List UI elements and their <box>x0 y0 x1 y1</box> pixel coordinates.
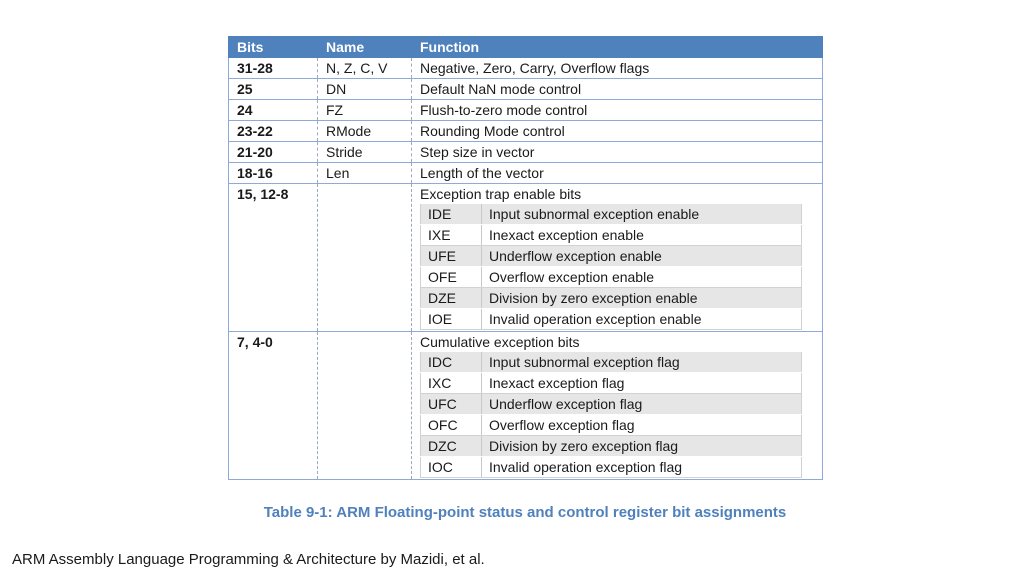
bits-cell: 21-20 <box>229 142 318 163</box>
bits-cell: 18-16 <box>229 163 318 184</box>
subtable-row <box>421 415 802 436</box>
subtable-desc: Invalid operation exception flag <box>482 457 802 478</box>
subtable-desc: Underflow exception enable <box>482 246 802 267</box>
subtable-desc: Underflow exception flag <box>482 394 802 415</box>
register-bit-table <box>228 36 823 480</box>
bits-cell: 31-28 <box>229 58 318 79</box>
header-name: Name <box>318 37 412 58</box>
subtable-desc: Input subnormal exception flag <box>482 352 802 373</box>
bits-cell: 15, 12-8 <box>229 184 318 332</box>
bits-cell: 23-22 <box>229 121 318 142</box>
function-cell: Step size in vector <box>412 142 823 163</box>
subtable-code: IDE <box>421 204 482 225</box>
header-bits: Bits <box>229 37 318 58</box>
trap-enable-title: Exception trap enable bits <box>420 186 582 202</box>
subtable-row <box>421 457 802 478</box>
cumulative-subtable <box>420 352 802 478</box>
subtable-code: DZC <box>421 436 482 457</box>
table-row <box>229 79 823 100</box>
subtable-desc: Division by zero exception enable <box>482 288 802 309</box>
bits-cell: 25 <box>229 79 318 100</box>
subtable-row <box>421 394 802 415</box>
subtable-row <box>421 267 802 288</box>
subtable-row <box>421 225 802 246</box>
subtable-code: IXC <box>421 373 482 394</box>
name-cell: N, Z, C, V <box>318 58 412 79</box>
subtable-code: OFC <box>421 415 482 436</box>
trap-enable-row <box>229 184 823 332</box>
function-cell: Length of the vector <box>412 163 823 184</box>
subtable-desc: Invalid operation exception enable <box>482 309 802 330</box>
function-cell <box>412 332 823 480</box>
function-cell: Negative, Zero, Carry, Overflow flags <box>412 58 823 79</box>
name-cell: DN <box>318 79 412 100</box>
function-cell: Rounding Mode control <box>412 121 823 142</box>
name-cell: RMode <box>318 121 412 142</box>
subtable-row <box>421 309 802 330</box>
subtable-row <box>421 436 802 457</box>
name-cell <box>318 332 412 480</box>
subtable-row <box>421 288 802 309</box>
table-row <box>229 100 823 121</box>
subtable-code: IOE <box>421 309 482 330</box>
subtable-desc: Overflow exception flag <box>482 415 802 436</box>
subtable-desc: Division by zero exception flag <box>482 436 802 457</box>
subtable-desc: Inexact exception flag <box>482 373 802 394</box>
subtable-code: UFC <box>421 394 482 415</box>
subtable-desc: Inexact exception enable <box>482 225 802 246</box>
table-row <box>229 163 823 184</box>
subtable-row <box>421 352 802 373</box>
subtable-desc: Overflow exception enable <box>482 267 802 288</box>
table-caption: Table 9-1: ARM Floating-point status and control register bit assignments <box>263 504 787 521</box>
subtable-row <box>421 373 802 394</box>
bits-cell: 7, 4-0 <box>229 332 318 480</box>
cumulative-title: Cumulative exception bits <box>420 334 580 350</box>
name-cell: Len <box>318 163 412 184</box>
trap-enable-subtable <box>420 204 802 330</box>
name-cell: Stride <box>318 142 412 163</box>
subtable-row <box>421 204 802 225</box>
table-row <box>229 142 823 163</box>
subtable-code: UFE <box>421 246 482 267</box>
register-table-container <box>228 36 822 480</box>
name-cell <box>318 184 412 332</box>
subtable-code: DZE <box>421 288 482 309</box>
source-footer: ARM Assembly Language Programming & Architecture by Mazidi, et al. <box>12 551 485 568</box>
table-row <box>229 58 823 79</box>
subtable-code: IOC <box>421 457 482 478</box>
subtable-code: IDC <box>421 352 482 373</box>
subtable-row <box>421 246 802 267</box>
table-header-row <box>229 37 823 58</box>
header-function: Function <box>412 37 823 58</box>
cumulative-row <box>229 332 823 480</box>
name-cell: FZ <box>318 100 412 121</box>
subtable-desc: Input subnormal exception enable <box>482 204 802 225</box>
function-cell: Default NaN mode control <box>412 79 823 100</box>
subtable-code: OFE <box>421 267 482 288</box>
function-cell <box>412 184 823 332</box>
bits-cell: 24 <box>229 100 318 121</box>
function-cell: Flush-to-zero mode control <box>412 100 823 121</box>
subtable-code: IXE <box>421 225 482 246</box>
table-row <box>229 121 823 142</box>
